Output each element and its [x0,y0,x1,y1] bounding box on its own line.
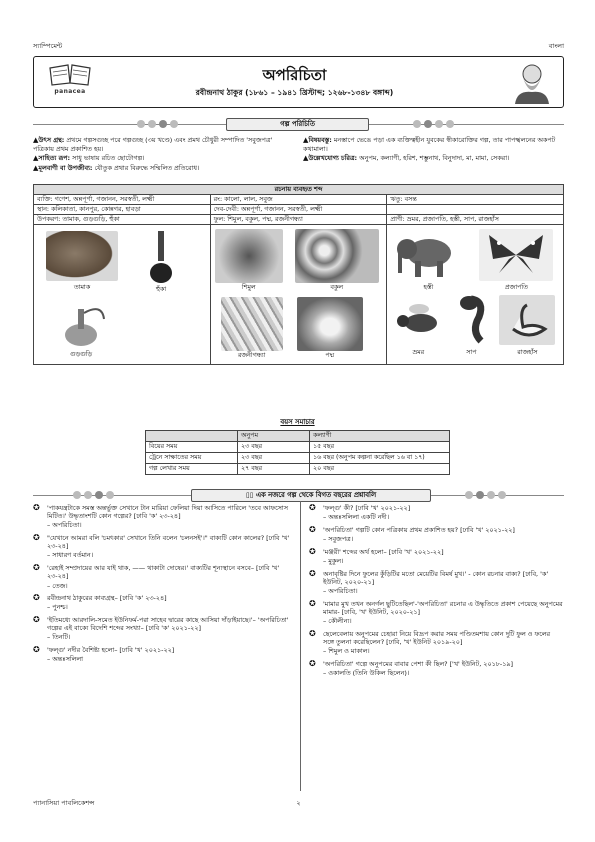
page-number: ২ [296,799,301,807]
age-table [145,418,450,475]
animals-pictures [387,225,563,364]
footer [33,799,564,810]
age-row: গল্প লেখার সময় ২৭ বছর ২০ বছর [146,463,450,474]
question-item: ✪ 'রেহাই সম্প্রদায়ের আর যাই থাক, —— থাকাটা দোষের।' বাক্যটির শূন্যস্থানে বসবে– [ঢাবি 'খ' ২৩-২৪] – তেজ। [33,563,280,590]
caption-sap: সাপ [466,349,477,356]
caption-gurguri: গুড়গুড়ি [70,351,92,358]
page-title: অপরিচিতা [262,66,327,84]
author-portrait [507,60,557,104]
qbank-section-title: ▯▯ এক নজরে গল্প থেকে বিগত বছরের প্রশ্নাবলি [191,489,431,502]
intro-left [33,136,295,175]
intro-section-bar [33,118,564,131]
rojonigondha-image [221,297,283,351]
words-cell: ব্যক্তি: গণেশ, অন্নপূর্ণা, গজানন, সরস্বতী, লক্ষ্মী [34,195,211,204]
qbank-section-bar [33,489,564,502]
column-divider [300,501,301,791]
question-item: ✪ 'ফল্গু' কী? [ঢাবি 'খ' ২০২১-২২] – অন্তঃসলিলা একটি নদী। [309,503,411,522]
chapter-header [33,56,564,108]
gurguri-image [54,299,108,349]
intro-item: ▲উৎস গ্রন্থ: প্রথমে গল্পসগুচ্ছ পরে গল্পগুচ্ছ (৩য় খণ্ডে) এবং প্রমথ চৌধুরী সম্পাদিত 'সবুজপত্র' পত্রিকায় প্রথম প্রকাশিত হয়। [33,136,273,153]
caption-rajhans: রাজহাঁস [517,349,538,356]
questions-left [33,504,291,668]
words-cell: ফুল: শিমুল, বকুল, পদ্ম, রজনীগন্ধ্যা [211,215,388,224]
question-item: ✪ রবীন্দ্রনাথ ঠাকুরের কাব্যগ্রন্থ– [ঢাবি 'ক' ২৩-২৪] – পুনশ্চ। [33,593,167,612]
question-item: ✪ 'মঞ্জরী' শব্দের অর্থ হলো– [ঢাবি 'খ' ২০২১-২২] – মুকুল। [309,546,444,565]
shimul-image [215,229,283,283]
caption-projapoti: প্রজাপতি [504,284,528,291]
tamak-image [46,231,118,281]
book-icon: ▯▯ [245,491,256,499]
words-cell: স্থান: কলিকাতা, কানপুর, কোন্নগর, হাবড়া [34,205,211,214]
caption-hukka: হুঁকা [155,286,167,293]
rajhans-image [499,295,555,345]
book-icon [47,62,93,88]
publisher-logo [38,62,102,102]
words-pictures [34,225,563,364]
words-cell: প্রাণী: ভ্রমর, প্রজাপতি, হস্তী, সাপ, রাজহাঁস [390,215,499,223]
tools-pictures [34,225,211,364]
intro-item: ▲বিষয়বস্তু: মনস্তাপে ভেঙে পড়া এক ব্যক্তিত্বহীন যুবকের স্বীকারোক্তির গল্প, তার পাপস্খলনের অকপট কথামালা। [303,136,556,153]
sap-image [451,293,491,347]
intro-right [303,136,564,164]
hasti-image [393,229,463,281]
question-item: ✪ 'মামার মুখ তখন অনর্গল ছুটিতেছিল'-'অপরিচিতা' রচনার এ উদ্ধৃতিতে প্রকাশ পেয়েছে অনুপমের মামার- [ঢাবি, 'খ' ইউনিট, ২০২০-২১] – কৌলীন্য। [309,598,563,626]
caption-padma: পদ্ম [325,352,334,359]
hukka-image [146,229,176,285]
question-item: ✪ "যেখানে আমরা বলি 'চমৎকার' সেখানে তিনি বলেন 'চলনসই'।" বাক্যটি কোন কালের? [ঢাবি 'খ' ২৩-২৪] – সাধারণ বর্তমান। [33,533,290,560]
question-item: ✪ অনাবৃষ্টির দিনে ফুলের কুঁড়িটির মতো মেয়েটির বিমর্ষ মুখ।' - কোন রচনার বাক্য? [ঢাবি, 'ক' ইউনিট, ২০২০-২১] – অপরিচিতা। [309,568,549,595]
age-row: ট্রেনে সাক্ষাতের সময় ২৩ বছর ১৬ বছর (অনুপম কল্পনা করেছিল ১৬ বা ১৭) [146,452,450,463]
logo-text: panacea [54,88,86,95]
author-line: রবীন্দ্রনাথ ঠাকুর (১৮৬১ – ১৯৪১ খ্রিস্টাব্দ; ১২৬৮-১৩৪৮ বঙ্গাব্দ) [195,88,394,97]
question-item: ✪ 'ফল্গু' নদীর বৈশিষ্ট্য হলো– [ঢাবি 'খ' ২০২১-২২] – অন্তঃসলিলা [33,645,175,664]
bokul-image [295,229,379,283]
flowers-pictures [211,225,388,364]
words-cell: দেব-দেবী: অন্নপূর্ণা, গজানন, সরস্বতী, লক্ষ্মী [211,205,388,214]
caption-shimul: শিমুল [241,284,256,291]
words-cell: উপকরণ: তামাক, গুড়গুড়ি, হুঁকা [34,215,211,224]
question-item: ✪ 'পাকযন্ত্রটাকে সমস্ত অন্তর্ভুক্ত সেখানে টান মারিয়া ফেলিয়া দিয়া আসিতে পারিলে 'তবে আফসোস মিটিত।' উদ্ধৃতাংশটি কোন গল্পের? [ঢাবি 'ক' ২৩-২৪] – অপরিচিতা। [33,503,288,530]
bhromor-image [391,295,445,345]
question-item: ✪ 'অপরিচিতা' গল্পটি কোন পত্রিকায় প্রথম প্রকাশিত হয়? [ঢাবি 'খ' ২০২১-২২] – সবুজপত্র। [309,524,515,544]
top-left-label: স্যাম্পিমেন্ট [33,42,63,50]
age-table-title: বয়স সমাচার [280,418,315,426]
words-row [34,195,563,205]
caption-hasti: হস্তী [423,284,434,291]
intro-item: ▲সাহিত্য রূপ: সাধু ভাষায় রচিত ছোটোগল্প। [33,154,145,163]
intro-item: ▲মূলবাণী বা উপজীব্য: যৌতুক প্রথার বিরুদ্ধে সম্মিলিত প্রতিরোধ। [33,164,200,173]
projapoti-image [479,229,553,281]
age-row: বিয়ের সময় ২৩ বছর ১৫ বছর [146,441,450,452]
words-cell [387,205,563,214]
caption-bhromor: ভ্রমর [412,349,425,356]
words-row [34,205,563,215]
intro-item: ▲উল্লেখযোগ্য চরিত্র: অনুপম, কল্যাণী, হরিশ, শম্ভুনাথ, বিনুদাদা, মা, মামা, সেকরা। [303,154,510,163]
questions-right [309,504,563,682]
publisher-name: প্যানাসিয়া পাবলিকেশন্স [33,799,95,807]
caption-bokul: বকুল [330,284,343,291]
question-item: ✪ 'অপরিচিতা' গল্পে অনুপমের বাবার পেশা কী ছিল? ['খ' ইউনিট, ২০১৮-১৯] – ওকালতি (তিনি উকিল ছিলেন)। [309,658,513,677]
age-header-row: অনুপম কল্যাণী [146,430,450,441]
question-item: ✪ 'ইতিমধ্যে আরদালি-সমেত ইউনিফর্ম-পরা সাহেব দ্বারের কাছে আসিয়া দাঁড়াইয়াছে।'– 'অপরিচিতা' গল্পের এই বাক্যে বিদেশি শব্দের সংখ্যা– [ঢাবি 'ক' ২০২১-২২] – তিনটি। [33,615,289,642]
top-right-label: বাংলা [548,42,564,50]
intro-section-title: গল্প পরিচিতি [226,118,369,131]
words-cell: রং: কালো, লাল, সবুজ [211,195,388,204]
question-item: ✪ ছেলেবেলায় অনুপমের চেহারা নিয়ে বিদ্রূপ করার সময় পণ্ডিতমশায় কোন দুটি ফুল ও ফলের সঙ্গে তুলনা করেছিলেন? [ঢাবি, 'খ' ইউনিট ২০১৯-২০] – শিমুল ও মাকাল। [309,628,551,656]
words-table [33,184,564,365]
padma-image [297,297,363,351]
words-table-title: রচনায় ব্যবহৃত শব্দ [34,185,563,195]
caption-rojonigondha: রজনীগন্ধ্যা [237,352,266,359]
words-cell: ঋতু: বসন্ত [390,195,417,203]
caption-tamak: তামাক [73,284,91,291]
words-row [34,215,563,225]
top-bar [33,42,564,53]
